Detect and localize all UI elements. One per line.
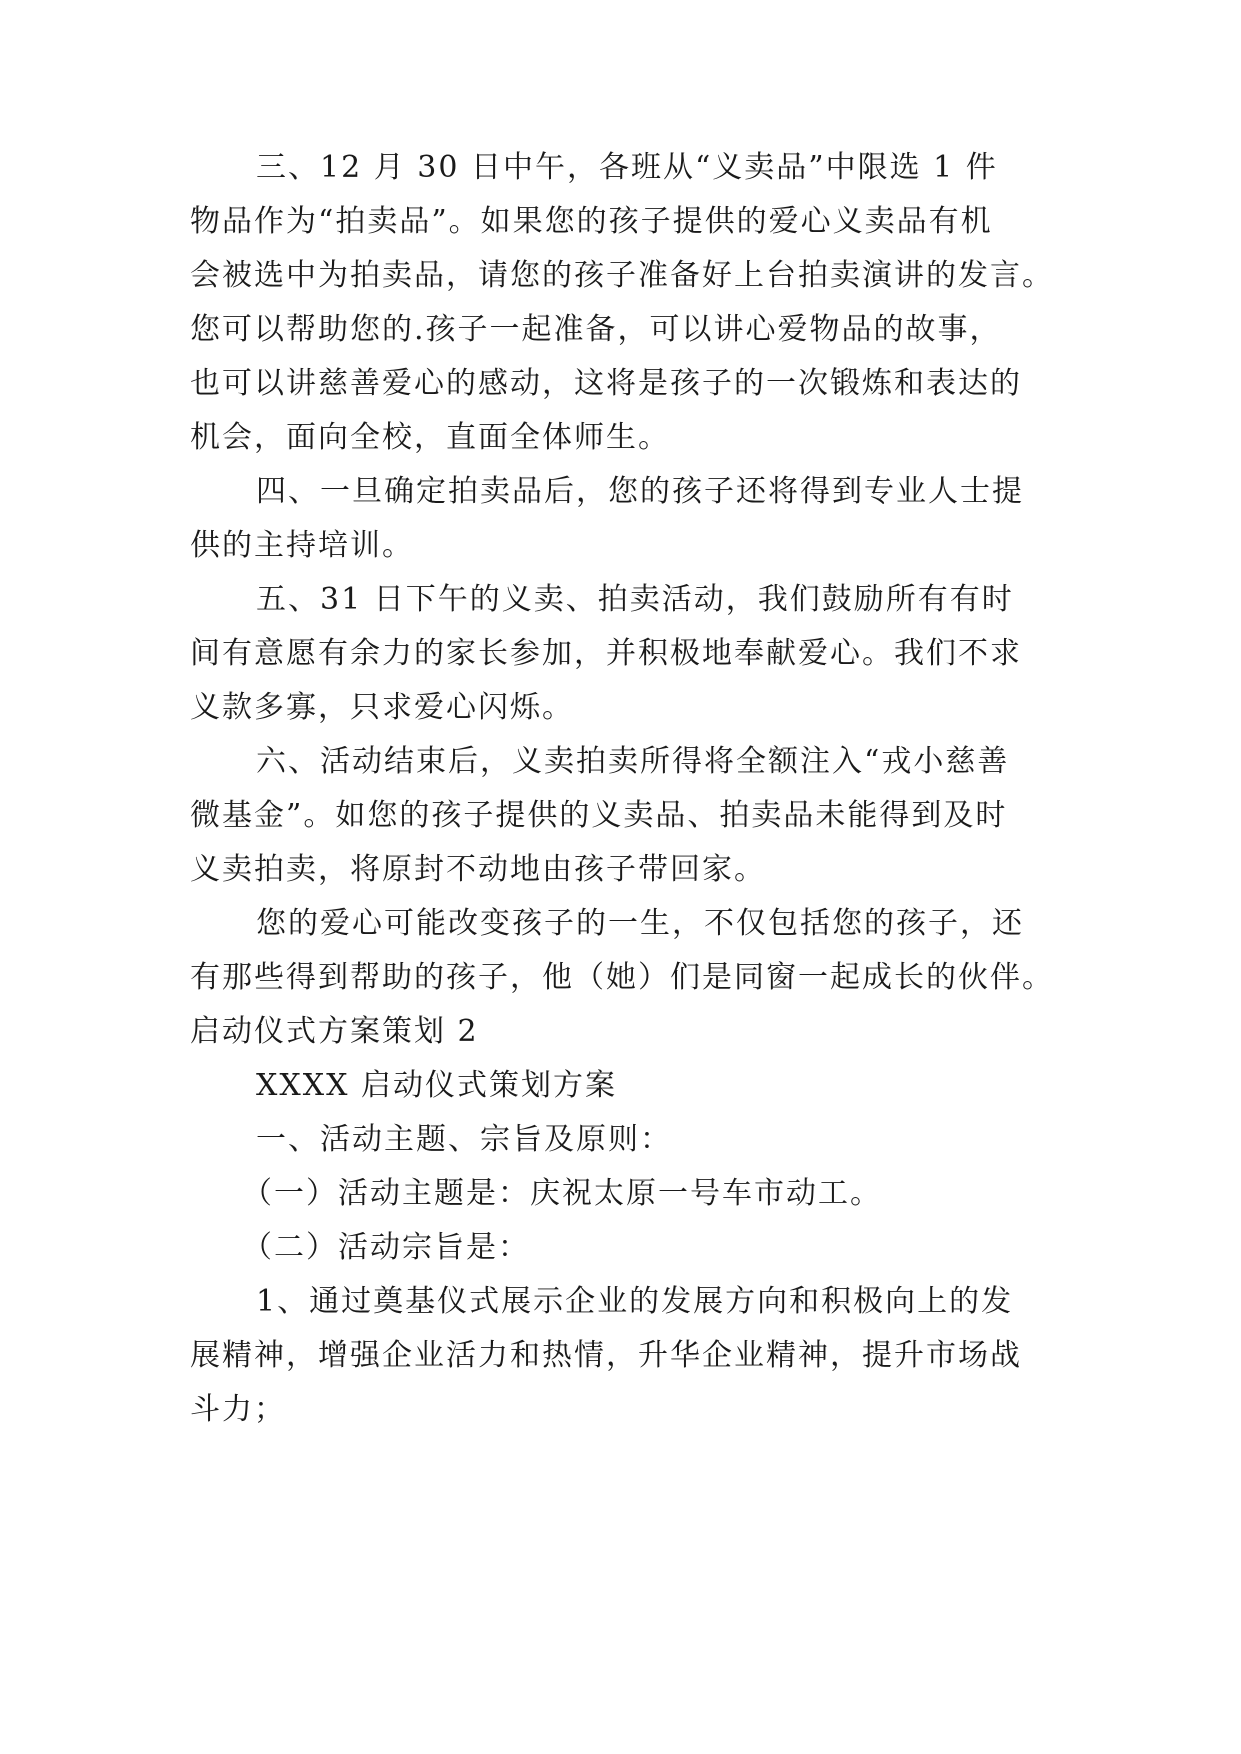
paragraph-line: 斗力； xyxy=(190,1392,286,1427)
paragraph-line: 供的主持培训。 xyxy=(190,528,414,563)
paragraph-line: 义卖拍卖，将原封不动地由孩子带回家。 xyxy=(190,852,766,887)
section-heading: 启动仪式方案策划 2 xyxy=(190,1014,479,1049)
paragraph-line: 有那些得到帮助的孩子，他（她）们是同窗一起成长的伙伴。 xyxy=(190,960,1054,995)
paragraph-line: 五、31 日下午的义卖、拍卖活动，我们鼓励所有有时 xyxy=(256,582,1014,617)
paragraph-line: （一）活动主题是：庆祝太原一号车市动工。 xyxy=(242,1176,882,1211)
paragraph-line: 物品作为“拍卖品”。如果您的孩子提供的爱心义卖品有机 xyxy=(190,204,993,239)
paragraph-line: 机会，面向全校，直面全体师生。 xyxy=(190,420,670,455)
paragraph-line: 间有意愿有余力的家长参加，并积极地奉献爱心。我们不求 xyxy=(190,636,1022,671)
paragraph-line: 一、活动主题、宗旨及原则： xyxy=(256,1122,672,1157)
paragraph-line: 四、一旦确定拍卖品后，您的孩子还将得到专业人士提 xyxy=(256,474,1024,509)
paragraph-line: 也可以讲慈善爱心的感动，这将是孩子的一次锻炼和表达的 xyxy=(190,366,1022,401)
plan-title: XXXX 启动仪式策划方案 xyxy=(256,1068,617,1103)
paragraph-line: 义款多寡，只求爱心闪烁。 xyxy=(190,690,574,725)
paragraph-line: 您的爱心可能改变孩子的一生，不仅包括您的孩子，还 xyxy=(256,906,1024,941)
paragraph-line: 展精神，增强企业活力和热情，升华企业精神，提升市场战 xyxy=(190,1338,1022,1373)
paragraph-line: 六、活动结束后，义卖拍卖所得将全额注入“戎小慈善 xyxy=(256,744,1010,779)
paragraph-line: 三、12 月 30 日中午，各班从“义卖品”中限选 1 件 xyxy=(256,150,998,185)
paragraph-line: 您可以帮助您的.孩子一起准备，可以讲心爱物品的故事， xyxy=(190,312,1002,347)
paragraph-line: 微基金”。如您的孩子提供的义卖品、拍卖品未能得到及时 xyxy=(190,798,1008,833)
paragraph-line: 会被选中为拍卖品，请您的孩子准备好上台拍卖演讲的发言。 xyxy=(190,258,1054,293)
paragraph-line: 1、通过奠基仪式展示企业的发展方向和积极向上的发 xyxy=(256,1284,1014,1319)
paragraph-line: （二）活动宗旨是： xyxy=(242,1230,530,1265)
